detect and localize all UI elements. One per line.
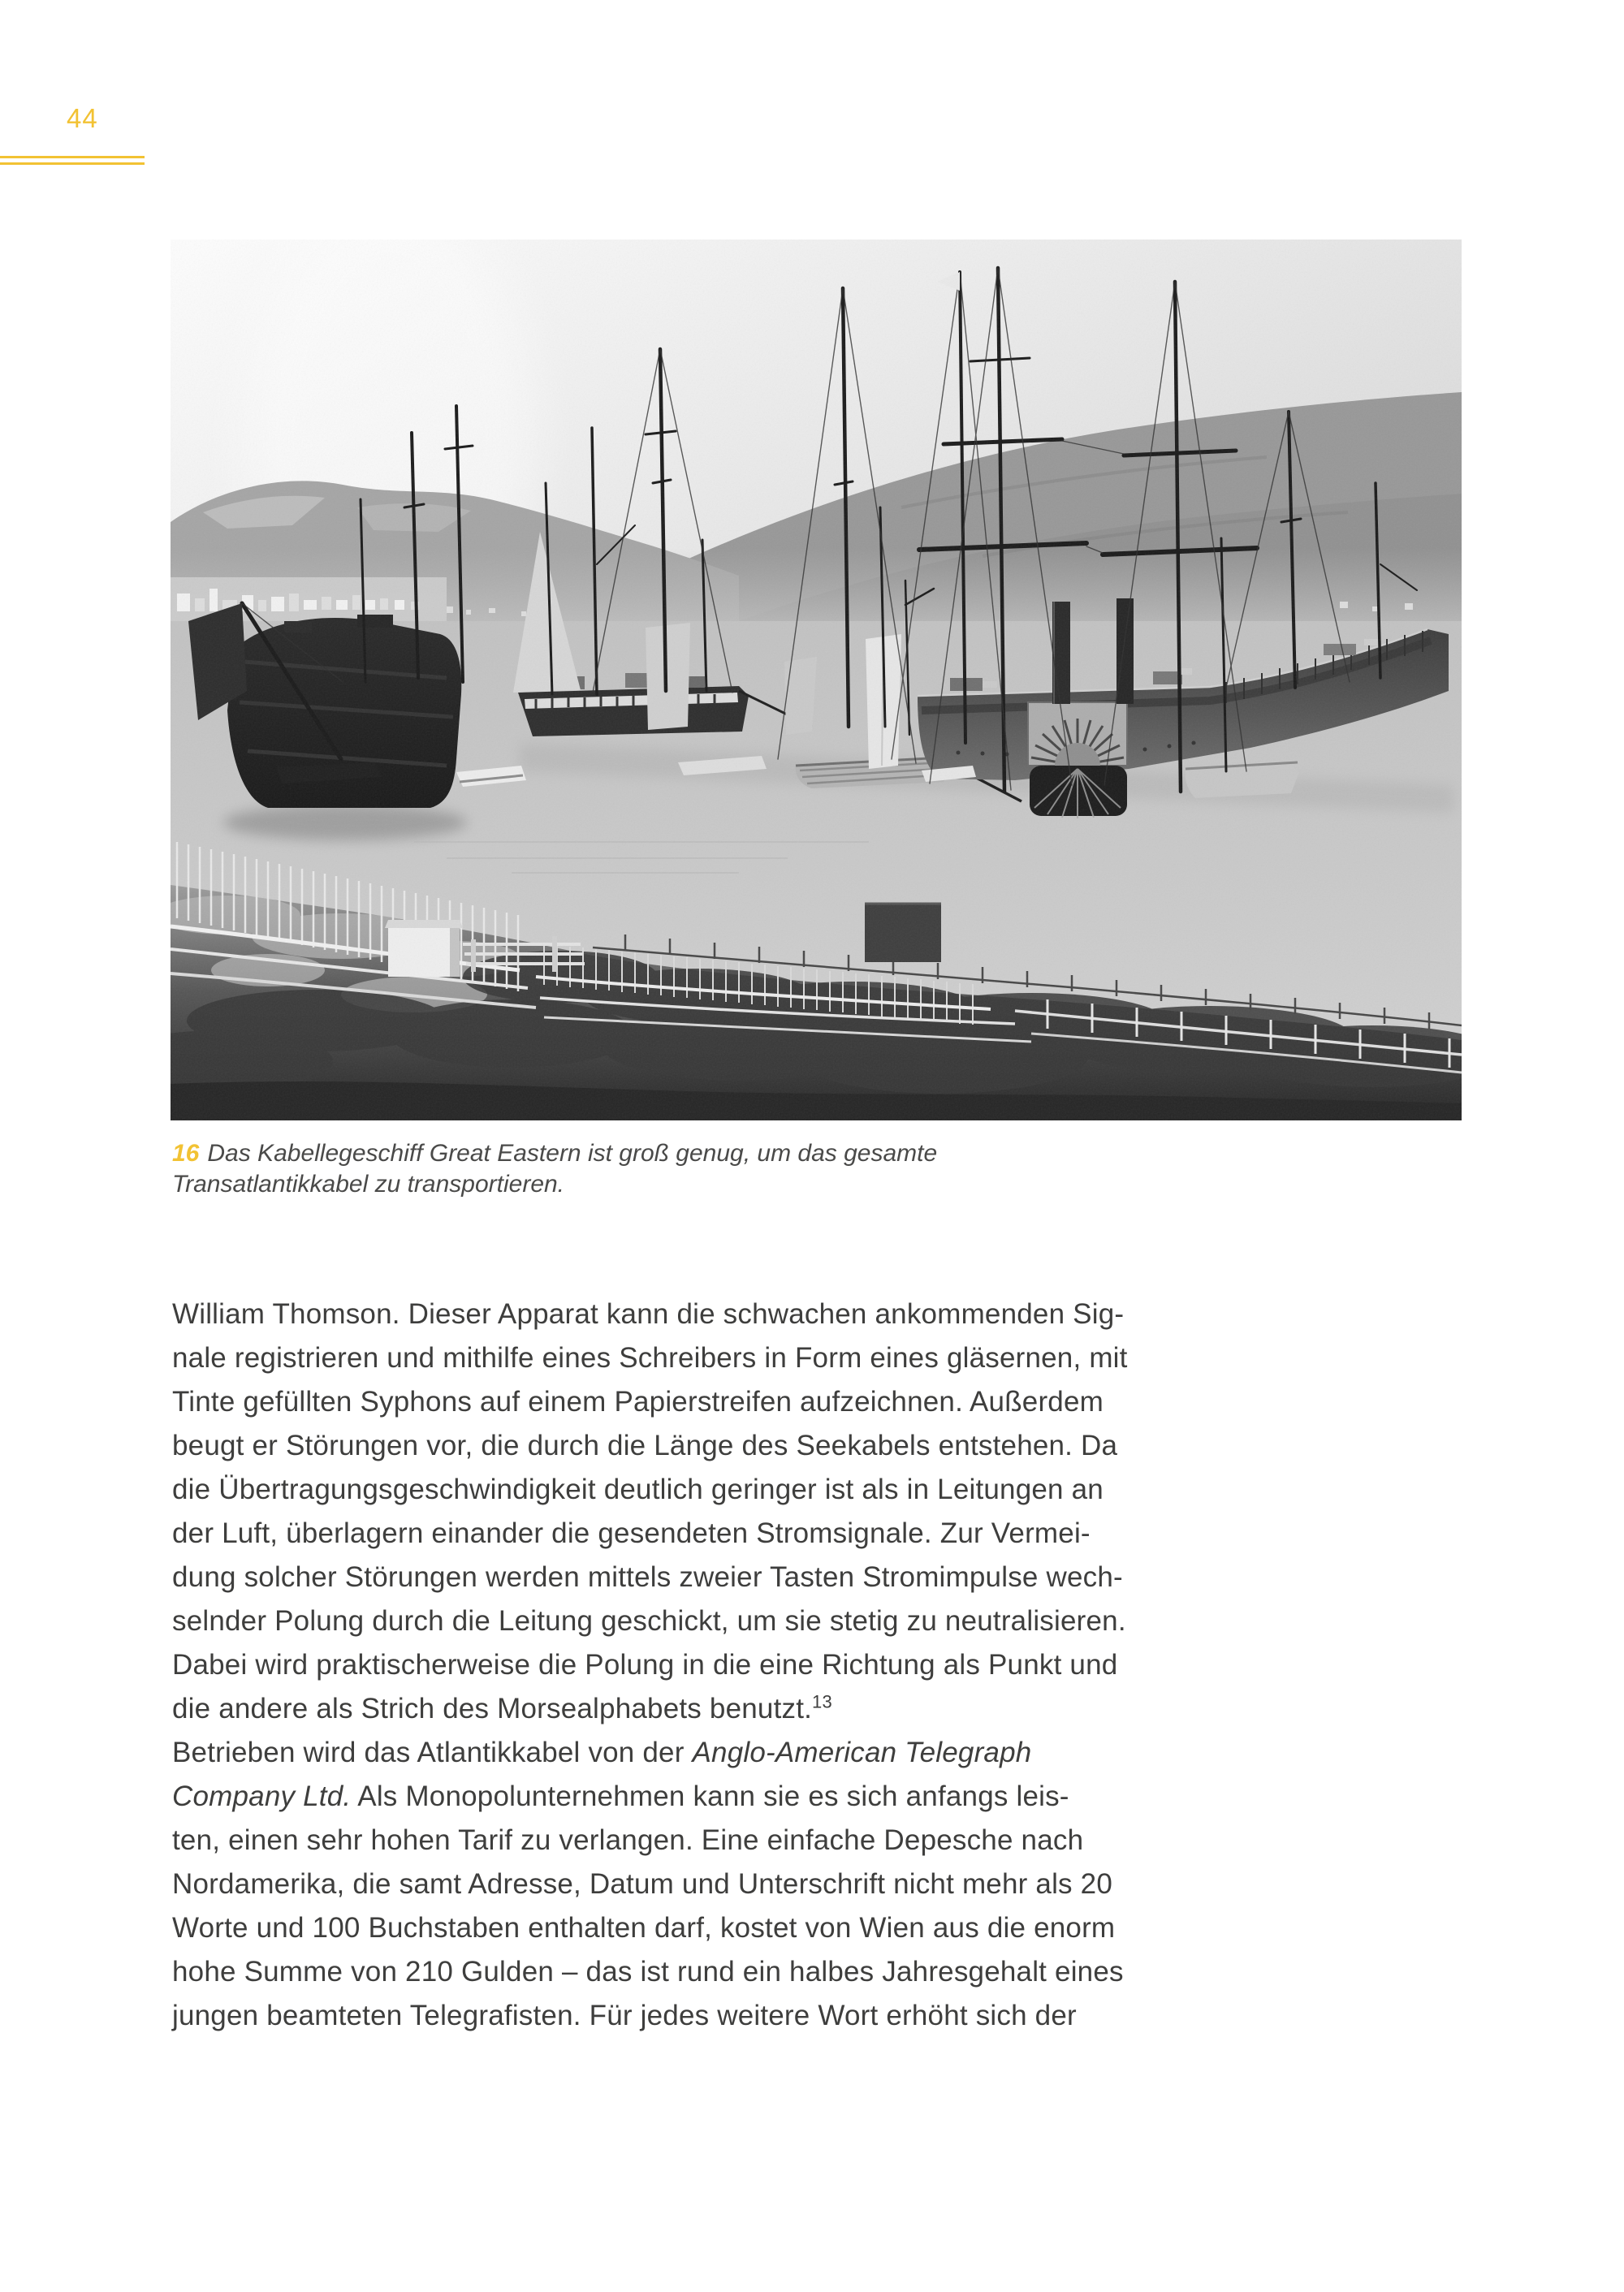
- figure-caption-line2: Transatlantikkabel zu transportieren.: [172, 1171, 565, 1198]
- figure-caption-line1: Das Kabellegeschiff Great Eastern ist groß genug, um das gesamte: [207, 1140, 938, 1167]
- body-text-line: der Luft, überlagern einander die gesendeten Stromsignale. Zur Vermei-: [172, 1517, 1091, 1549]
- photo-grain: [171, 240, 1462, 1120]
- body-text-line: Company Ltd. Als Monopolunternehmen kann sie es sich anfangs leis-: [172, 1781, 1069, 1812]
- figure-number: 16: [172, 1140, 200, 1167]
- figure-photo: [171, 240, 1462, 1120]
- body-text-line: Tinte gefüllten Syphons auf einem Papierstreifen aufzeichnen. Außerdem: [172, 1386, 1104, 1418]
- body-text-line: selnder Polung durch die Leitung geschickt, um sie stetig zu neutralisieren.: [172, 1605, 1126, 1637]
- body-text-line: ten, einen sehr hohen Tarif zu verlangen. Eine einfache Depesche nach: [172, 1824, 1084, 1856]
- body-text-line: nale registrieren und mithilfe eines Schreibers in Form eines gläsernen, mit: [172, 1342, 1128, 1374]
- body-text-line: Betrieben wird das Atlantikkabel von der Anglo-American Telegraph: [172, 1737, 1032, 1768]
- body-text-line: Dabei wird praktischerweise die Polung in die eine Richtung als Punkt und: [172, 1649, 1118, 1681]
- body-text-line: Worte und 100 Buchstaben enthalten darf, kostet von Wien aus die enorm: [172, 1912, 1116, 1944]
- page-number: 44: [67, 103, 98, 133]
- body-text-line: Nordamerika, die samt Adresse, Datum und Unterschrift nicht mehr als 20: [172, 1868, 1113, 1900]
- body-text-line: beugt er Störungen vor, die durch die Länge des Seekabels entstehen. Da: [172, 1430, 1118, 1461]
- figure: [171, 240, 1462, 1120]
- margin-double-rule: [0, 156, 145, 165]
- body-text-line: die Übertragungsgeschwindigkeit deutlich geringer ist als in Leitungen an: [172, 1474, 1104, 1505]
- body-text-line: dung solcher Störungen werden mittels zweier Tasten Stromimpulse wech-: [172, 1561, 1123, 1593]
- body-text-line: William Thomson. Dieser Apparat kann die schwachen ankommenden Sig-: [172, 1298, 1125, 1330]
- body-text-line: hohe Summe von 210 Gulden – das ist rund ein halbes Jahresgehalt eines: [172, 1956, 1124, 1988]
- body-text-line: die andere als Strich des Morsealphabets benutzt.$^{13}$: [172, 1691, 832, 1724]
- figure-caption: [172, 1138, 1195, 1200]
- body-text: [172, 1293, 1309, 2038]
- body-text-line: jungen beamteten Telegrafisten. Für jedes weitere Wort erhöht sich der: [172, 2000, 1077, 2031]
